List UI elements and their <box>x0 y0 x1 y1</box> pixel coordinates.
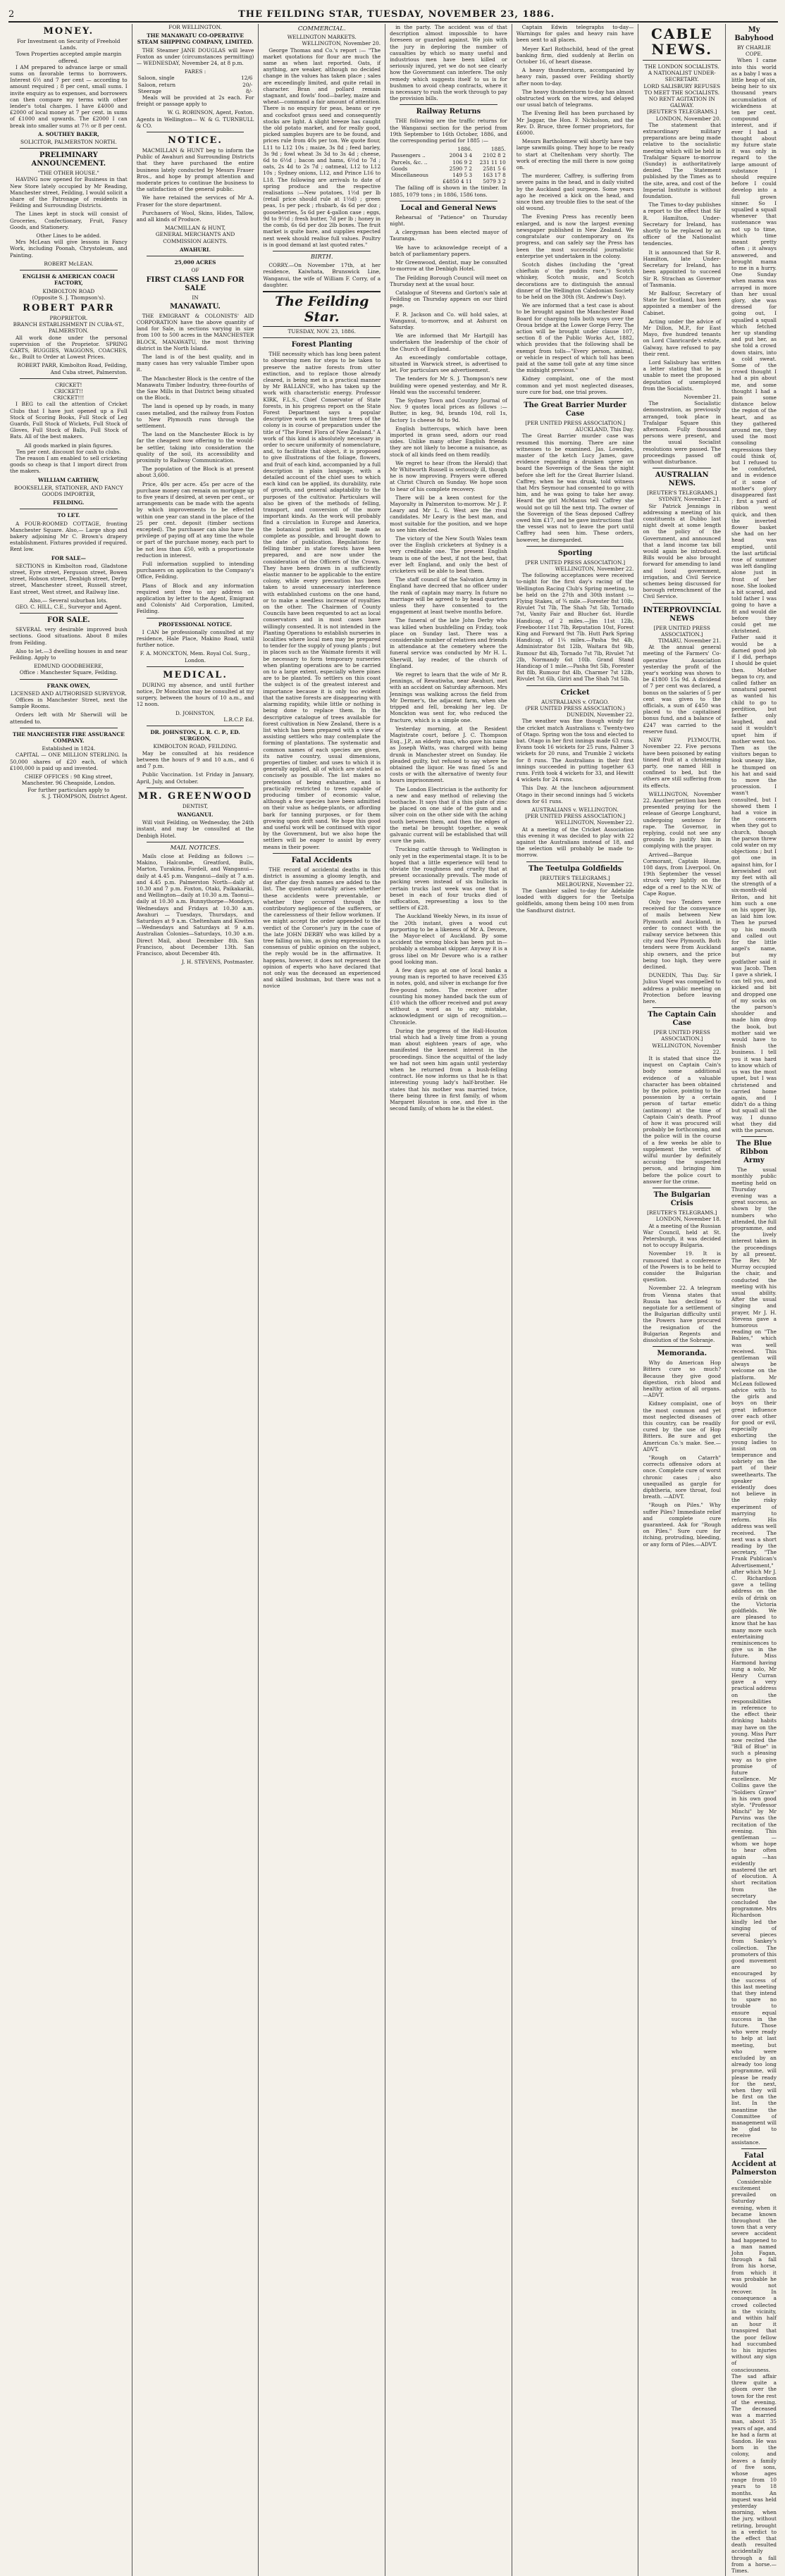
agents: Agents in Wellington— W. & G. TURNBULL & CO. <box>136 116 254 129</box>
local-news-item: English buttercups, which have been imported in grass seed, adorn our road sides. Unlike many other English friends they are not likely to become a nuisance, as stock of all kinds feed on them readily. <box>390 425 507 458</box>
fare-value: 12/6 <box>241 75 253 82</box>
local-news-item: The funeral of the late John Derby who was killed when bushfelling on Friday, took place on Sunday last. There was a considerable number of relatives and friends in attendance at the cemetery where the funeral service was conducted by Mr H. L. Sherwill, lay reader, of the church of England. <box>390 617 507 669</box>
cricket-title: Cricket <box>560 688 590 697</box>
local-news-item: Mr Greenwood, dentist, may be consulted to-morrow at the Denbigh Hotel. <box>390 259 507 273</box>
railway-note: The falling off is shown in the timber. In 1885, 1079 tons ; in 1886, 1586 tons. <box>390 185 507 198</box>
fare-name: Steerage <box>137 87 162 94</box>
forest-title: Forest Planting <box>291 341 352 349</box>
local-news-item: Yesterday morning, at the Resident Magistrate court, before J. C. Thompson Esq., J.P., an elderly man, who gave his name as Joseph Watts, was charged with being drunk in Manchester street on Sunday. He pleaded guilty, but refused to say where he obtained the liquor. He was fined 5s and costs or with the alternative of twenty four hours imprisonment. <box>390 725 507 784</box>
ribbon-body: The usual monthly public meeting held on Thursday evening was a great success, as shown by the numbers who attended, the full programme, and the lively interest taken in the proceedings by all present. The Rev. Mr Murray occupied the chair, and conducted the meeting with his usual ability. After the usual singing and prayer, Mr J. H. Stevens gave a humorous reading on "The Babies," which was well received. This gentleman will always be welcome on the platform. Mr McLean followed advice with to the girls and boys on their great influence over each other for good or evil, especially exhorting the young ladies to insist on temperance and sobriety on the part of their sweethearts. The speaker evidently does not believe in the risky experiment of marrying to reform. His address was well received. The next was a short reading by the secretary, "The Frank Publican's Advertisement," after which Mr J. C. Richardson gave a telling address on the evils of drink on the Victoria goldfields. We are pleased to know that he has many more such entertaining reminiscences to give us in the future. Miss Harmond having sung a solo, Mr Henry Curran gave a very practical address on the responsibilities in reference to the effect their drinking habits may have on the young. Miss Parr now recited the "Bill of Blue" in such a pleasing way as to give promise of future excellence. Mr Collins gave the "Soldiers Grave" in his own good style. "Professor Minchi" by Mr Parvins was the recitation of the evening. This gentleman —whom we hope to hear often again —has evidently mastered the art of elocution. A short recitation from the secretary concluded the programme. Mrs Richardson kindly led the singing of several pieces from Sankey's collection. The promoters of this good movement are so encouraged by the success of this last meeting that they intend to spare no trouble to ensure equal success in the future. Those who were ready to help at last meeting, but who were excluded by an already too long programme, will please be ready for the next, when they will be first on the list. In the meantime the Committee of management will be glad to receive assistance. <box>731 1166 777 2146</box>
inter-dateline: TIMARU, November 21. <box>658 637 722 645</box>
notice-body3: Purchasers of Wool, Skins, Hides, Tallow, and all kinds of Produce. <box>136 209 254 223</box>
cricket-goods: All goods marked in plain figures. <box>24 442 113 449</box>
emigrant-p9: Plans of Block and any information required sent free to any address on application by letter to the Agent, Emigrant and Colonists' Aid Corporation, Limited, Feilding. <box>136 582 254 615</box>
inter-p5: Only two Tenders were received for the conveyance of mails between New Plymouth and Auckland, in order to connect with the railway service between this city and New Plymouth. Both tenders were from Auckland ship owners, and the price being too high, they were declined. <box>643 898 722 970</box>
coach-addr: KIMBOLTON ROAD <box>42 287 95 294</box>
star-date: TUESDAY, NOV. 23, 1886. <box>288 328 356 335</box>
dr-vacc: Public Vaccination. 1st Friday in January, April, July, and October. <box>136 771 254 785</box>
fire-title: THE MANCHESTER FIRE ASSURANCE COMPANY. <box>12 730 125 745</box>
salisbury-head: LORD SALISBURY REFUSES TO MEET THE SOCIALISTS. <box>643 82 721 96</box>
fares-note: Meals will be provided at 2s each. For freight or passage apply to <box>136 94 254 108</box>
mail-body: Mails close at Feilding as follows :— Makino, Halcombe, Greatford, Bulls, Marton, Turakina, Fordell, and Wanganui—daily at 4.45 p.m. Wanganui—daily at 7 a.m. and 4.45 p.m. Palmerston North—daily at 10.30 and 7 p.m. Foxton, Otaki, Paikakariki, and Wellington—daily at 10.30 a.m. Taonui—daily at 10.30 a.m. Bunnythorpe—Mondays, Wednesdays and Fridays at 10.30 a.m. Awahuri — Tuesdays, Thursdays, and Saturdays at 9 a.m. Cheltenham and Kiwitea—Wednesdays and Saturdays at 9 a.m. Australian Colonies—Saturdays, 10.30 a.m. Direct Mail, about December 8th. San Francisco, about December 13th. San Francisco, about December 4th. <box>136 852 254 957</box>
parr-sig: ROBERT PARR, Kimbolton Road, Feilding, And Cuba street, Palmerston. <box>17 362 128 375</box>
local-news-item: The victory of the New South Wales team over the English cricketers at Sydney is a very creditable one. The present English team is one of the best, if not the best, that ever left England, and only the best of cricketers will be able to beat them. <box>390 535 507 575</box>
local-news-item: We regret to learn that the wife of Mr R. Jennings, of Rewatiwha, near Awahuri, met with an accident on Saturday afternoon. Mrs Jennings was walking across the field from Mr Dermer's, the adjacent farm, when she tripped and fell, breaking her leg. Dr Monckton was sent for, who reduced the fracture, which is a simple one. <box>390 671 507 723</box>
column-4 <box>385 24 512 2576</box>
fire-sig: S. J. THOMPSON, District Agent. <box>41 792 128 799</box>
cain-body: It is stated that since the inquest on Captain Cain's body some additional evidence of a valuable character has been obtained by the police, pointing to the possession by a certain person of tartar emetic (antimony) at the time of Captain Cain's death. Proof of how it was procured will probably be forthcoming, and the police will in the course of a few weeks be able to supplement the verdict of wilful murder by definitely accusing the suspected person, and bringing him before the police court to answer for the crime. <box>643 1055 722 1185</box>
row-label: Parcels, &c. .. <box>391 158 428 166</box>
wc-assoc: [PER UNITED PRESS ASSOCIATION.] <box>525 813 626 820</box>
local-news-item: The tenders for Mr S. J. Thompson's new building were opened yesterday, and Mr R. Heald was the successful tenderer. <box>390 375 507 395</box>
aus-body: Sir Patrick Jennings in addressing a meeting of his constituents at Dubbo last night dwelt at some length on the policy of the Government, and announced that a land income tax bill would again be introduced. Bills would be also brought forward for amending to land and local government, irrigation, and Civil Service schemes being discussed for borough retrenchment of the Civil Service. <box>643 502 722 600</box>
johnston-cred: L.R.C.P. Ed. <box>223 716 254 723</box>
emigrant-p2: The land is of the best quality, and in many cases has very valuable Timber upon it. <box>136 353 254 373</box>
wm-body: George Thomas and Co.'s report :— "The market quotations for flour are much the same as when last reported. Oats, if anything, are weaker, although no decided change in the values has taken place ; sales are exceedingly limited, and quite retail in character. Bran and pollard remain stagnant, and fowls' food—barley, maize and wheat—command a fair amount of attention. There is no enquiry for peas, beans or rye and cocksfoot grass seed and consequently stocks are light. A slight breeze has caught the old potato market, and for really good, picked samples buyers are to be found, and prices rule from 40s per ton. We quote flour, L11 to L12 10s ; maize, 3s 8d ; feed barley, 3s 9d ; fowl wheat 3s 3d to 3s 4d ; cheese, 6d to 6½d ; bacon and hams, 6½d to 7d ; oats, 2s 4d to 2s 7d ; oatmeal, L12 to L12 10s ; Sydney onions, L12, and Prince L16 to L18. The following are arrivals to date of spring produce and the respective realisations :—New potatoes, 1½d per lb (retail price should rule at 1½d) ; green peas, 1s per peck ; rhubarb, 4s 6d per doz ; gooseberries, 5s 6d per 4-gallon case ; eggs, 9d to 9½d ; fresh butter, 7d per lb ; honey in the comb, 6s 6d per doz 2lb boxes. The fruit market is quite bare, and supplies expected next week should realise full values. Poultry is in good demand at last quoted rates." <box>263 46 381 248</box>
prof-body: I CAN be professionally consulted at my residence, Hale Place, Makino Road, until further notice. <box>136 628 254 649</box>
baker-name: A. SOUTHEY BAKER, <box>37 130 99 137</box>
local-news-item: The Sydney Town and Country Journal of Nov. 9 quotes local prices as follows :—Butter, in keg, 9d, brands 10d, roll 1s, factory 1s cheese 8d to 9d. <box>390 397 507 423</box>
row-label: Goods <box>391 165 408 172</box>
medical-title: MEDICAL. <box>163 669 228 680</box>
owen-orders: Orders left with Mr Sherwill will be attended to. <box>10 711 128 725</box>
parr-prop: PROPRIETOR. <box>49 314 88 321</box>
railway-row <box>390 172 507 178</box>
money-town: Town Properties accepted ample margin offered. <box>16 51 122 64</box>
emigrant-p6: The population of the Block is at present about 3,600. <box>136 466 254 479</box>
aus-title: AUSTRALIAN NEWS. <box>655 471 709 488</box>
owen-name: FRANK OWEN, <box>47 682 90 689</box>
baby-title: My Babyhood <box>734 26 774 42</box>
cable-paragraph: The Times to-day publishes a report to the effect that Sir R. Hamilton, Under-Secretary for Ireland, has shortly to be replaced by an officer of the Nationalist tendencies. <box>643 201 722 247</box>
local-news-item: An exceedingly comfortable cottage, situated in Warwick street, is advertised to let. For particulars see advertisement. <box>390 354 507 374</box>
fare-row <box>137 82 254 88</box>
bulg-p2: November 19. It is rumoured that a conference of the Powers is to be held to consider the Bulgarian question. <box>643 1250 722 1283</box>
forsale-body: SECTIONS in Kimbolton road, Gladstone street, Eyre street, Ferguson street, Bowen street, Hobson street, Denbigh street, Derby street, Manchester street, Russell street, East street, West street, and Railway line. <box>10 562 128 595</box>
first-class: FIRST CLASS LAND FOR SALE <box>146 275 245 292</box>
cable-paragraph: Acting under the advice of Mr Dillon, M.P., for East Mayo, five hundred tenants on Lord Clanricarde's estate, Galway, have refused to pay their rent. <box>643 318 722 357</box>
barrier-dateline: AUCKLAND, This Day. <box>575 426 634 433</box>
robinson-sig: W. G. ROBINSON, Agent, Foxton. <box>167 109 254 116</box>
inter-p2: NEW PLYMOUTH, November 22. Five persons have been poisoned by eating tinned fruit at a christening party, one named Hill is confined to bed, but the others are still suffering from its effects. <box>643 737 722 789</box>
accident-body: in the party. The accident was of that description almost impossible to have foreseen or guarded against. We join with the jury in deploring the number of casualties by which so many useful and industrious men have been killed or seriously injured, yet we do not see clearly how the Government can interfere. The only remedy which suggests itself to us is for bushmen to avoid cheap contracts, where it is necessary to rush the work through to pay the provision bills. <box>390 24 507 102</box>
fatal-title: Fatal Accidents <box>291 856 352 864</box>
dr-addr: KIMBOLTON ROAD, FEILDING. <box>153 743 237 750</box>
fare-value: 20/- <box>242 81 253 88</box>
fare-row <box>137 88 254 94</box>
railway-title: Railway Returns <box>416 108 481 116</box>
mh-line: GENERAL MERCHANTS AND COMMISSION AGENTS. <box>155 231 235 244</box>
local-news-item: F. R. Jackson and Co. will hold sales, at Wanganui, to-morrow, and at Ashurst on Saturday. <box>390 311 507 330</box>
local-news-item: A clergyman has been elected mayor of Tauranga. <box>390 229 507 242</box>
other-lines: The Lines kept in stock will consist of Groceries, Confectionary, Fruit, Fancy Goods, and Stationery. <box>10 211 128 230</box>
other-house: "THE OTHER HOUSE." <box>37 170 99 177</box>
inter-p6: DUNEDIN, This Day. Sir Julius Vogel was compelled to address a public meeting on Protection before leaving here. <box>643 972 722 1005</box>
fare-name: Saloon, return <box>137 81 176 88</box>
local-news-item: The staff council of the Salvation Army in England have decreed that no officer under the rank of captain may marry. In future no marriage will be agreed to by head quarters unless they have consented to the engagement at least twelve months before. <box>390 576 507 616</box>
cain-dateline: WELLINGTON, November 22. <box>652 1042 722 1055</box>
railway-table <box>390 146 507 185</box>
inter-assoc: [PER UNITED PRESS ASSOCIATION.] <box>653 624 710 637</box>
local-news-item: We regret to hear (from the Herald) that Mr Whitworth Russell is seriously ill, though he is now improving. Prayers were offered at Christ Church on Sunday. We hope soon to hear of his complete recovery. <box>390 459 507 492</box>
column-1 <box>6 24 132 2576</box>
emigrant-p3: The Manchester Block is the centre of the Manawatu Timber Industry, three-fourths of the Saw Mills in that District being situated on the Block. <box>136 375 254 402</box>
monckton-sig: F. A. MONCKTON, Mem. Royal Col. Surg., London. <box>140 650 251 664</box>
notice-body2: We have retained the services of Mr A. Fraser for the store department. <box>136 194 254 208</box>
babyhood-column <box>731 24 777 2576</box>
news-brief-item: Kidney complaint, one of the most common and yet most neglected diseases, sure cure for bad, one trial proves. <box>516 375 634 395</box>
parr-body: All work done under the personal supervision of the Proprietor. SPRING CARTS, BUGGIES, WAGGONS, COACHES, &c., Built to Order at Lowest Prices. <box>10 334 128 361</box>
in-label: IN <box>192 294 199 301</box>
emigrant-p7: Price, 40s per acre. 45s per acre of the purchase money can remain on mortgage up to five years if desired, at seven per cent., or arrangements can be made with the agents by which improvements to be effected within one year can stand in the place of the 25 per cent. deposit (timber sections excepted). The purchaser can also have the privilege of paying off at any time the whole or part of the purchase money, each part to be not less than £50, with a proportionate reduction in interest. <box>136 480 254 559</box>
other-lines2: Other Lines to be added. <box>36 232 101 239</box>
news-brief-item: Messrs Bartholomew will shortly have two large sawmills going. They hope to be ready to start at Cheltenham very shortly. The work of erecting the mill there is now going on. <box>516 138 634 171</box>
aus-dateline: SYDNEY, November 21. <box>658 496 722 503</box>
cain-assoc: [PER UNITED PRESS ASSOCIATION.] <box>653 1029 710 1043</box>
local-title: Local and General News <box>400 204 496 212</box>
railway-row <box>390 166 507 172</box>
commercial-head: COMMERCIAL. <box>297 25 346 32</box>
news-brief-item: The Evening Press has recently been enlarged, and is now the largest evening newspaper published in New Zealand. We congratulate our contemporary on its progress, and can safely say the Press has been the most successful journalistic enterprise yet undertaken in the colony. <box>516 213 634 259</box>
column-2 <box>132 24 259 2576</box>
fare-value: 8/- <box>245 87 253 94</box>
mclean-sig: ROBERT McLEAN. <box>44 260 94 267</box>
emigrant-body: THE EMIGRANT & COLONISTS' AID CORPORATION have the above quantity of land for Sale, in sections varying in size from 100 to 500 acres in the MANCHESTER BLOCK, MANAWATU, the most thriving district in the North Island. <box>136 312 254 351</box>
memo-title: Memoranda. <box>657 1350 707 1358</box>
row-b: 2581 5 6 <box>483 165 506 172</box>
notice-body: MACMILLAN & HUNT beg to inform the Public of Awahuri and Surrounding Districts that they have purchased the entire business lately conducted by Messrs Fraser Bros., and hope by prompt attention and moderate prices to continue the business to the satisfaction of the general public. <box>136 147 254 193</box>
cable-paragraph: The statement that extraordinary military preparations are being made relative to the socialistic meeting which will be held in Trafalgar Square to-morrow (Sunday) is authoritatively denied. The Statement published by the Times as to the site, area, and cost of the Imperial Institute is without foundation. <box>643 121 722 200</box>
steamer-body: THE Steamer JANE DOUGLAS will leave Foxton as under (circumstances permitting)— WEDNESDAY, November 24, at 8 p.m. <box>136 46 254 67</box>
other-body: HAVING now opened for Business in that New Store lately occupied by Mr Reading, Manchester street, Feilding, I would solicit a share of the Patronage of residents in Feilding and Surrounding Districts. <box>10 176 128 209</box>
sporting-dateline: WELLINGTON, November 22. <box>555 566 634 573</box>
inter-p4: Arrived—Barque Cormorant, Captain Hume, 108 days, from Liverpool. On 19th September the vessel struck very lightly on the edge of a reef to the N.W. of Cape Rogue. <box>643 851 722 897</box>
year-1885: 1885. <box>490 146 506 153</box>
money-title: MONEY. <box>43 26 94 37</box>
wellington-head: FOR WELLINGTON. <box>168 24 222 30</box>
baker-line: SOLICITOR, PALMERSTON NORTH. <box>20 139 117 146</box>
cricket-line-1: CRICKET! <box>55 381 82 388</box>
bulg-title: The Bulgarian Crisis <box>653 1191 710 1208</box>
birth-title: BIRTH. <box>310 253 333 261</box>
cricket-later: This Day. At the luncheon adjournment Otago in their second innings had 5 wickets down for 61 runs. <box>516 785 634 804</box>
memo-p4: "Rough on Piles." Why suffer Piles? Immediate relief and complete cure guaranteed. Ask for "Rough on Piles." Sure cure for itching, protruding, bleeding, or any form of Piles.—ADVT. <box>643 1502 722 1548</box>
tee-body: The Gambier sailed to-day for Adelaide loaded with diggers for the Teetulpa goldfields, among them being 100 men from the Sandhurst district. <box>516 887 634 914</box>
cricket-disc: Ten per cent. discount for cash to clubs. <box>16 448 121 455</box>
railway-year-row <box>390 146 507 152</box>
nat-socialist: A NATIONALIST UNDER-SECRETARY. <box>648 70 716 83</box>
greenwood-title: MR. GREENWOOD <box>137 790 253 802</box>
sale-title: FOR SALE. <box>47 616 90 625</box>
tee-title: The Teetulpa Goldfields <box>529 864 622 873</box>
tolet-title: TO LET. <box>57 512 80 519</box>
local-news-item: We have to acknowledge receipt of a batch of parliamentary papers. <box>390 244 507 257</box>
masthead <box>8 4 778 23</box>
bulg-body: At a meeting of the Russian War Council, held at St. Petersburgh, it was decided not to occupy Bulgaria. <box>643 1222 722 1249</box>
inter-p3: WELLINGTON, November 22. Another petition has been presented praying for the release of George Longhurst, undergoing sentence for rape. The Governor, in replying, could not see any grounds to justify him in complying with the prayer. <box>643 790 722 850</box>
cable-paragraph: It is announced that Sir R. Hamilton, late Under-Secretary for Ireland, has been appointed to succeed Sir R. Strachan as Governor of Tasmania. <box>643 249 722 288</box>
sporting-title: Sporting <box>557 549 593 557</box>
cable-paragraph: Lord Salisbury has written a letter stating that he is unable to meet the proposed deputation of unemployed from the Socialists. <box>643 359 722 392</box>
manawatu-title: THE MANAWATU CO-OPERATIVE STEAM SHIPPING COMPANY, LIMITED. <box>137 32 254 46</box>
prelim-title: PRELIMINARY ANNOUNCEMENT. <box>31 151 106 168</box>
column-6 <box>638 24 781 2576</box>
coach-title: ENGLISH & AMERICAN COACH FACTORY, <box>22 273 115 287</box>
nov21-dateline: November 21. <box>684 393 722 400</box>
london-socialists: THE LONDON SOCIALISTS. <box>644 63 719 70</box>
birth-body: CORRY.—On November 17th, at her residence, Kaiwhata, Brunswick Line, Wanganui, the wife of William F. Corry, of a daughter. <box>263 262 381 288</box>
row-a: 149 5 3 <box>452 172 473 179</box>
masthead-title: THE FEILDING STAR, TUESDAY, NOVEMBER 23, 1886. <box>238 9 555 20</box>
wm-title: WELLINGTON MARKETS. <box>287 34 357 41</box>
acres-of: OF <box>191 267 199 274</box>
column-3 <box>259 24 385 2576</box>
cable-demo: The Socialistic demonstration, as previously arranged, took place in Trafalgar Square this afternoon. Fully thousand persons were present, and the usual Socialist resolutions were passed. The proceedings passed off without disturbance. <box>643 400 722 465</box>
palmerston-fatal-body: Considerable excitement prevailed on Saturday evening, when it became known throughout the town that a very severe accident had happened to a man named John Fagan, through a fall from his horse, from which it was probable he would not recover. In consequence a crowd collected in the vicinity, and within half an hour it transpired that the poor fellow had succumbed to his injuries without any sign of consciousness. The sad affair threw quite a gloom over the town for the rest of the evening. The deceased was a married man, about 35 years of age, and he had a farm at Sandon. He was born in the colony, and leaves a family of five sons, whose ages range from 10 years to 18 months. An inquest was held yesterday morning, when the jury, without retiring, brought in a verdict to the effect that death resulted accidentally through a fall from a horse.—Times. <box>731 2178 777 2574</box>
fatal-body: THE record of accidental deaths in this district is assuming a gloomy length, and day after day fresh names are added to the list. The question naturally arises whether these accidents were preventable, or whether they occurred through the contributory negligence of the sufferers, or the carelessness of their fellow workmen. If we might accept the order appended to the verdict of the Coroner's jury in the case of the late JOHN DERBY who was killed by a tree falling on him, as giving expression to a consensus of public opinion on the subject, the reply would be in the affirmative. It happens, however, it does not represent the opinion of experts who have declared that not only was the deceased an experienced and skilled bushman, but there was not a novice <box>263 866 381 990</box>
carthew-town: FEILDING. <box>53 499 85 506</box>
page-number: 2 <box>8 9 16 20</box>
cable-title: CABLE NEWS. <box>650 25 713 58</box>
railway-body: THE following are the traffic returns for the Wanganui section for the period from 19th September to 16th October, 1886, and the corresponding period for 1885 :— <box>390 118 507 144</box>
news-brief-item: The heavy thunderstorm to-day has almost obstructed work on the wires, and delayed our usual batch of telegrams. <box>516 88 634 108</box>
wc-body: At a meeting of the Cricket Association this evening it was decided to play with 22 against the Australians instead of 18, and the selection will probably be made to-morrow. <box>516 826 634 859</box>
inter-body: At the annual general meeting of the Farmers' Co-operative Association yesterday the profit of the year's working was shown to be £1800 15s 9d. A dividend of 7 per cent was declared, a bonus on the salaries of 5 per cent was given to the officials, a sum of £450 was placed to the capitalised bonus fund, and a balance of £247 was carried to the reserve fund. <box>643 644 722 735</box>
railway-total-row <box>390 178 507 185</box>
cricket-assoc: (PER UNITED PRESS ASSOCIATION.) <box>525 704 626 711</box>
barrier-assoc: [PER UNITED PRESS ASSOCIATION.] <box>525 419 626 426</box>
news-briefs <box>517 24 634 395</box>
news-brief-item: Captain Edwin telegraphs to-day— Warnings for gales and heavy rain have been sent to all places. <box>516 24 634 44</box>
hill-sig: GEO. C. HILL, C.E., Surveyor and Agent. <box>15 604 122 611</box>
cricket-sub: AUSTRALIANS v. OTAGO. <box>541 698 610 705</box>
news-brief-item: The murderer, Caffrey, is suffering from severe pains in the head, and is daily visited by the Auckland gaol surgeon. Some years ago he received a kick on the head, and since then any trouble flies to the seat of the old wound. <box>516 173 634 212</box>
row-b: 163 17 8 <box>483 172 506 179</box>
cable-paragraphs <box>643 122 721 392</box>
local-news-item: During the progress of the Hall-Houston trial which had a lively time from a young man about eighteen years of age, who manifested the keenest interest in the proceedings. Since the acquittal of the lady we had not seen him again until yesterday when he returned from a bush-felling contract. He now informs us that he is that interesting young lady's half-brother. He states that his mother was married twice, there being three in first family, of whom Margaret Houston is one, and five in the second family, of whom he is the eldest. <box>390 1027 507 1112</box>
baby-body: When I came into this world as a baby I was a little heap of sin, being heir to six thousand years accumulation of wickedness at ten per cent. compound interest, and if ever I had a thought about my future state it was only in regard to the large amount of substance I should require before I could develop into a full grown sinner. So I squalled a squall whenever that sustenance was not up to time, which time meant pretty often ; it always answered, and brought mama to me in a hurry. One Sunday when mama was arrayed in more than her usual glory, she was dressed for going out, I squalled a squall which fetched her up standing and put her, as she told a crowd down stairs, into a cold sweat. Some of the crowd thought I had a pin about me, and some thought I had a pain some distance below the region of the heart, and as they gathered around me, they used the most consoling expressions they could think of, but I refused to be comforted, and in evidence of it some of mother's glory disappeared fast ; first a yard of ribbon went quick, and then the inverted flower basket she had on her head was emptied, until the last artificial rose of summer was left dangling alone just in front of her nose. She looked a bit scared, and told father I was going to have a fit and would die before they could get me christened. Father said it would be a darned good job if I did, perhaps I should be quiet then. Mother began to cry, and called father an unnatural parent as wanted his child to go to perdition, but father only laughed, and said it wouldn't upset him if mother went too. Then as the visitors began to look uneasy like, he thumped on his hat and said to move the procession. I wasn't consulted, but I showed them I had a voice in the concern when they got to church, though the parson threw cold water on my objections ; but I got one in against him, for I kerswished out my feet with all the strength of a six-month-old Briton, and hit him such a one on his upper lip, as laid him low. Then he pursed up his mouth and called out for the little angel's name, but my godfather said it was Jacob. Then I gave a shriek, I can tell you, and kicked and bit and dropped one of my socks on the parson's shoulder and made him drop the book, but mother said we would have to finish the business. I tell you it was hard to know which of us was the most upset, but I was christened and carried home again, and I didn't do a thing but squall all the way. I dunno what they did with the parson. <box>731 57 777 1133</box>
owen-title: LICENSED AND AUTHORISED SURVEYOR. <box>11 690 127 697</box>
star-title: The Feilding Star. <box>263 291 381 327</box>
news-brief-item: The Evening Bell has been purchased by Mr Jaggar, the Hon. F. Nicholson, and the Rev. D. Bruce, three former proprietors, for £6000. <box>516 110 634 137</box>
acres: 25,000 ACRES <box>174 259 216 266</box>
local-news-item: The London Electrician is the authority for a new and easy method of relieving the toothache. It says that if a thin plate of zinc be placed on one side of the gum and a silver coin on the other side with the aching tooth between them, and then the edges of the metal be brought together, a weak galvanic current will be established that will cure the pain. <box>390 785 507 845</box>
fire-est: Established in 1824. <box>42 745 96 752</box>
local-news-list <box>390 214 507 1112</box>
parr-name: ROBERT PARR <box>23 302 115 313</box>
railway-row <box>390 159 507 166</box>
news-brief-item: Meyer Karl Rothschild, head of the great banking firm, died suddenly at Berlin on October 16, of heart disease. <box>516 45 634 66</box>
prof-title: PROFESSIONAL NOTICE. <box>158 621 233 628</box>
local-news-item: The Feilding Borough Council will meet on Thursday next at the usual hour. <box>390 274 507 287</box>
local-news-item: A few days ago at one of local banks a young man is reported to have received £35 in notes, gold, and silver in exchange for five five-pound notes. The receiver after counting his money handed back the sum of £10 which the officer received and put away without a word as to any mistake, acknowledgment or sign of recognition.—Chronicle. <box>390 967 507 1026</box>
fire-apply: For further particulars apply to <box>27 786 110 793</box>
column-5 <box>512 24 639 2576</box>
row-a: 2590 7 2 <box>449 165 473 172</box>
sporting-body: The following acceptances were received to-night for the first day's racing of the Wellington Racing Club's Spring meeting, to be held on the 27th and 30th instant :— Flying Stakes, of ¾ mile.—Forester 8st 10lb, Rivulet 7st 7lb, The Shah 7st 5lb, Tornado 7st, Vanity Fair and Blucher 6st. Hurdle Handicap, of 2 miles.—Jim 11st 12lb, Freebooter 11st 7lb, Reputation 10st, Forest King and Forward 9st 7lb. Hutt Park Spring Handicap, of 1¼ miles.—Pasha 9st 4lb, Administrator 8st 12lb, Waitara 8st 9lb, Rumour 8st 4lb, Tornado 7st 7lb, Rivulet 7st 2lb, Normandy 6st 10lb. Grand Stand Handicap of 1 mile.—Pasha 9st 5lb, Forester 8st 8lb, Rumour 8st 4lb, Charmer 7st 12lb, Rivulet 7st 6lb, Giriri and The Shah 7st 5lb. <box>516 572 634 683</box>
tee-dateline: MELBOURNE, November 22. <box>556 881 634 888</box>
local-news-item: The Auckland Weekly News, in its issue of the 20th instant, gives a wood cut purporting to be a likeness of Mr A. Devore, the Mayor-elect of Auckland. By some accident the wrong block has been put in—probably a steamboat skipper. Anyway it is a gross libel on Mr Devore who is a rather good looking man. <box>390 913 507 965</box>
row-b: 231 11 10 <box>479 158 506 166</box>
local-news-item: Catalogue of Stevens and Gorton's sale at Feilding on Thursday appears on our third page. <box>390 289 507 309</box>
carthew-name: WILLIAM CARTHEW, <box>38 476 99 483</box>
wellington-cricket: AUSTRALIANS v. WELLINGTON. <box>531 806 619 813</box>
memo-p3: "Rough on Catarrh" corrects offensive odors at once. Complete cure of worst chronic cases ; also unequalled as gargle for diphtheria, sore throat, foul breath. —ADVT. <box>643 1455 722 1500</box>
reuter-line: [REUTER'S TELEGRAMS.] <box>647 108 717 116</box>
local-news-item: Rehearsal of "Patience" on Thursday night. <box>390 213 507 228</box>
tolet-body: A FOUR-ROOMED COTTAGE, fronting Manchester Square. Also,— Large shop and bakery adjoining Mr C. Brown's drapery establishment. Fixtures provided if required. Rent low. <box>10 520 128 553</box>
dr-title: DR. JOHNSTON, L. R. C. P., ED. SURGEON, <box>150 729 240 742</box>
cable-column <box>643 24 726 2576</box>
barrier-title: The Great Barrier Murder Case <box>524 401 627 418</box>
money-sub: For Investment on Security of Freehold Lands. <box>17 38 120 51</box>
cricket-line-2: CRICKET!! <box>54 387 83 394</box>
mail-title: MAIL NOTICES. <box>170 844 221 852</box>
fire-capital: CAPITAL — ONE MILLION STERLING. In 50,000 shares of £20 each, of which £100,000 is paid up and invested. <box>10 752 128 771</box>
row-label: Passengers .. <box>391 152 426 159</box>
fare-row <box>137 75 254 81</box>
tee-assoc: [REUTER'S TELEGRAMS.] <box>540 874 610 881</box>
owen-body: Offices in Manchester Street, next the Sample Rooms. <box>10 697 128 710</box>
emigrant-p5: The land on the Manchester Block is by far the cheapest now offering to the would-be settler, taking into consideration the quality of the soil, its accessibility and proximity to Railway Communication. <box>136 431 254 463</box>
coach-sub: (Opposite S. J. Thompson's). <box>32 294 106 301</box>
forsale-also: Also,— Several suburban lots. <box>29 597 108 604</box>
emigrant-p8: Full information supplied to intending purchasers on application to the Company's Office, Feilding. <box>136 561 254 580</box>
carthew-line: BOOKSELLER, STATIONER, AND FANCY GOODS IMPORTER, <box>14 484 123 497</box>
cricket-dateline: DUNEDIN, November 22. <box>566 711 634 718</box>
row-b: 2102 8 2 <box>483 152 506 159</box>
fares-table <box>137 75 254 94</box>
manawatu: MANAWATU. <box>170 302 221 311</box>
forest-body: THE necessity which has long been patent to observing men for steps to be taken to preserve the native forests from utter extinction, and to replace those already cleared, is being met in a practical manner by Mr BALLANCE, who has taken up the work with characteristic energy. Professor KIRK, F.L.S., Chief Conservator of State forests, in his progress report on the State Forest Department says a popular descriptive work on the timber trees of the colony is in course of preparation under the title of "The Forest Flora of New Zealand." A work of this kind is absolutely necessary in order to secure uniformity of nomenclature, and, to facilitate that object, it is proposed to give illustrations of the foliage, flowers, and fruit of each kind, accompanied by a full description in plain language, with a detailed account of the chief uses to which each kind can be applied, its durability, rate of growth, and general adaptability to the purposes of the cultivator. Particulars will also be given of the methods of felling, transport, and conversion of the more important kinds. As the work will probably find a circulation in Europe and America, the botanical portion will be made as complete as possible, and brought down to the date of publication. Regulations for felling timber in state forests have been prepared, and are now under the consideration of the Officers of the Crown. They have been drawn in a sufficiently elastic manner to be applicable to the entire colony, while every precaution has been taken to avoid unnecessary interference with established customs on the one hand, or to make a needless increase of royalties on the other. The Chairmen of County Councils have been requested to act as local conservators and in most cases have willingly consented. It is not intended in the Planting Operations to establish nurseries in localities where local men may be prepared to tender for the supply of young plants ; but in places such as the Waimate forests it will be necessary to form temporary nurseries when planting operations are to be carried on to a large extent, especially where pines are to be planted. To settlers on this coast the subject is of the greatest interest and importance because it is only too evident that the native forests are disappearing with alarming rapidity, while little or nothing is being done to replace them. In the descriptive catalogue of trees available for forest cultivation in New Zealand, there is a list which has been prepared with a view of assisting settlers who may contemplate the forming of plantations. The systematic and common names of each species are given, its native country, usual dimensions, properties of timber, and uses to which it is generally applied, all of which are stated as concisely as possible. The list makes no pretension of being exhaustive, and is practically restricted to trees capable of producing timber of economic value, although a few species have been admitted on their value as hedge-plants, or affording bark for tanning purposes, or for them growing upon drift sand. We hope this good and useful work will be continued with vigor by the Government, but we also hope the settlers will be eager to assist by every means in their power. <box>263 351 381 850</box>
local-news-item: There will be a keen contest for the Mayoralty in Palmerston to-morrow. Mr J. P. Leary and Mr L. G. West are the rival candidates. Mr Leary is the best man, and most suitable for the position, and we hope to see him elected. <box>390 494 507 533</box>
baby-by: BY CHARLIE COPE. <box>736 44 772 58</box>
forsale-title: FOR SALE— <box>51 554 86 561</box>
barrier-body: The Great Barrier murder case was resumed this morning. There are nine witnesses to be examined. Jas. Lowndes, master of the ketch Lucy James, gave evidence regarding a drunken spree on board the Sovereign of the Seas the night before she left for the Great Barrier Island. Caffrey, when he was drunk, told witness that Mrs Seymour had consented to go with him, and he was going to take her away. Heard the girl McManus tell Caffrey she would not go till the next trip. The owner of the Sovereign of the Seas deposed Caffrey owed him £17, and he gave instructions that the vessel was not to leave the port until Caffrey had seen him. These orders, however, he disregarded. <box>516 433 634 543</box>
cricket-line-3: CRICKET!!! <box>53 394 85 402</box>
fare-name: Saloon, single <box>137 75 175 82</box>
local-news-item: We are informed that Mr Hartgill has undertaken the leadership of the choir of the Church of England. <box>390 332 507 352</box>
fire-offices: CHIEF OFFICES : 98 King street, Manchester. 96 Cheapside, London. <box>21 773 116 787</box>
memo-p2: Kidney complaint, one of the most common and yet most neglected diseases of this country, can be readily cured by the use of Hop Bitters. Be sure and get American Co.'s make. See.—ADVT. <box>643 1400 722 1452</box>
mail-sig: J. H. STEVENS, Postmaster. <box>181 959 254 966</box>
newspaper-columns <box>6 24 781 2574</box>
bulg-dateline: LONDON, November 18. <box>655 1216 722 1223</box>
inter-title: INTERPROVINCIAL NEWS <box>643 606 722 623</box>
sale-body: SEVERAL very desirable improved bush sections. Good situations. About 8 miles from Feilding. <box>10 626 128 646</box>
row-a: 2004 3 4 <box>449 152 473 159</box>
row-label: Miscellaneous <box>391 172 428 179</box>
greenwood-body: Will visit Feilding, on Wednesday, the 24th instant, and may be consulted at the Denbigh Hotel. <box>136 819 254 839</box>
greenwood-role: DENTIST, <box>182 802 209 809</box>
wc-dateline: WELLINGTON, November 22. <box>555 819 634 826</box>
bulg-p3: November 22. A telegram from Vienna states that Russia has declined to negotiate for a settlement of the Bulgarian difficulty until the Powers have procured the resignation of the Bulgarian Regents and dissolution of the Sobranje. <box>643 1285 722 1343</box>
money-body: I AM prepared to advance large or small sums on favorable terms to borrowers. Interest 6½ and 7 per cent — according to amount required ; 8 per cent, small sums. I invite enquiry as to expenses, and borrowers can then compare my terms with other lender's total charges. I have £4000 and £2000 of local money at 7 per cent. in sums of £1000 and upwards. The £2000 I can break into smaller sums at 7½ or 8 per cent. <box>10 63 128 129</box>
railway-row <box>390 152 507 158</box>
total-a: £4850 4 11 <box>443 178 473 185</box>
cricket-match-body: The weather was fine though windy for the cricket match Australians v. Twenty-two of Otago. Spring won the toss and elected to bat. Otago in her first innings made 63 runs. Evans took 16 wickets for 25 runs, Palmer 3 wickets for 20 runs, and Trumble 2 wickets for 8 runs. The Australians in their first innings succeeded in putting together 63 runs. Frith took 4 wickets for 33, and Hewitt 4 wickets for 24 runs. <box>516 718 634 783</box>
sale-also: Also to let.—3 dwelling houses in and near Feilding. Apply to <box>10 647 128 661</box>
cricket-reason: The reason I am enabled to sell cricketing goods so cheap is that I import direct from the makers. <box>10 454 128 475</box>
goodbehere-line: Office : Manchester Square, Feilding. <box>19 669 118 676</box>
johnston-sig: D. JOHNSTON, <box>175 709 216 716</box>
fares-title: FARES : <box>184 68 206 75</box>
news-brief-item: A heavy thunderstorm, accompanied by heavy rain, passed over Feilding shortly after noon to-day. <box>516 67 634 87</box>
medical-body: DURING my absence, and until further notice, Dr Monckton may be consulted at my surgery, between the hours of 10 a.m., and 12 noon. <box>136 681 254 708</box>
london-dateline: LONDON, November 20. <box>655 115 722 122</box>
wm-dateline: WELLINGTON, November 20. <box>302 40 381 47</box>
row-a: 106 9 2 <box>452 158 473 166</box>
total-b: 5079 3 2 <box>483 178 506 185</box>
local-news-item: Trucking cattle through to Wellington is only yet in the experimental stage. It is to be hoped that a little experience will tend to obviate the roughness and cruelty that at present occasionally prevails. The mode of packing seven instead of six bullocks in certain trucks last week was one that is beset in each of four trucks died of suffocation, representing a loss to the settlers of £28. <box>390 846 507 911</box>
news-brief-item: Scotch dishes (including the "great chieftain o' the puddin race,") Scotch whiskey, Scotch music, and Scotch decorations are to distinguish the annual dinner of the Wellington Caledonian Society to be held on the 30th (St. Andrew's Day). <box>516 261 634 300</box>
palmerston-fatal-title: Fatal Accident at Palmerston <box>731 2151 777 2177</box>
dr-body: May be consulted at his residence between the hours of 9 and 10 a.m., and 6 and 7 p.m. <box>136 749 254 770</box>
sporting-assoc: [PER UNITED PRESS ASSOCIATION.] <box>525 559 626 566</box>
mh-town: AWAHURI. <box>180 246 211 253</box>
parr-branch: BRANCH ESTABLISHMENT IN CUBA-ST., PALMERSTON. <box>13 321 125 335</box>
greenwood-town: WANGANUI. <box>177 811 214 818</box>
cable-paragraph: Mr Balfour, Secretary of State for Scotland, has been appointed a member of the Cabinet. <box>643 290 722 316</box>
ribbon-title: The Blue Ribbon Army <box>736 1140 772 1165</box>
mclean-body: Mrs McLean will give lessons in Fancy Work, including Poonah, Chrystoleum, and Painting. <box>10 239 128 259</box>
goodbehere-name: EDMUND GOODBEHERE, <box>34 663 104 670</box>
year-1886: 1886. <box>457 146 473 153</box>
cain-title: The Captain Cain Case <box>648 1011 717 1028</box>
bulg-reuter: [REUTER'S TELEGRAMS.] <box>647 1209 717 1217</box>
cricket-body: I BEG to call the attention of Cricket Clubs that I have just opened up a Full Stock of Scoring Books, Full Stock of Leg Guards, Full Stock of Wickets, Full Stock of Gloves, Full Stock of Balls, Full Stock of Bats. All of the best makers. <box>10 401 128 440</box>
emigrant-p4: The land is opened up by roads, in many cases metalled, and the railway from Foxton to New Plymouth runs through the settlement. <box>136 403 254 429</box>
news-brief-item: We are informed that a test case is about to be brought against the Manchester Road Board for charging tolls both ways over the Oroua bridge at the Lower Gorge Ferry. The action will be brought under clause 107, section 8 of the Public Works Act, 1882, which provides that the following shall be exempt from tolls—"Every person, animal, or vehicle in respect of which toll has been paid at the same toll gate at any time since the midnight previous." <box>516 302 634 374</box>
aus-reuter: [REUTER'S TELEGRAMS.] <box>647 490 717 497</box>
notice-title: NOTICE. <box>168 135 223 147</box>
memo-body: Why do American Hop Bitters cure so much? Because they give good digestion, rich blood and healthy action of all organs.—ADVT. <box>643 1359 722 1399</box>
mh-sig: MACMILLAN & HUNT, <box>164 225 226 232</box>
galway-head: NO RENT AGITATION IN GALWAY. <box>648 96 715 109</box>
